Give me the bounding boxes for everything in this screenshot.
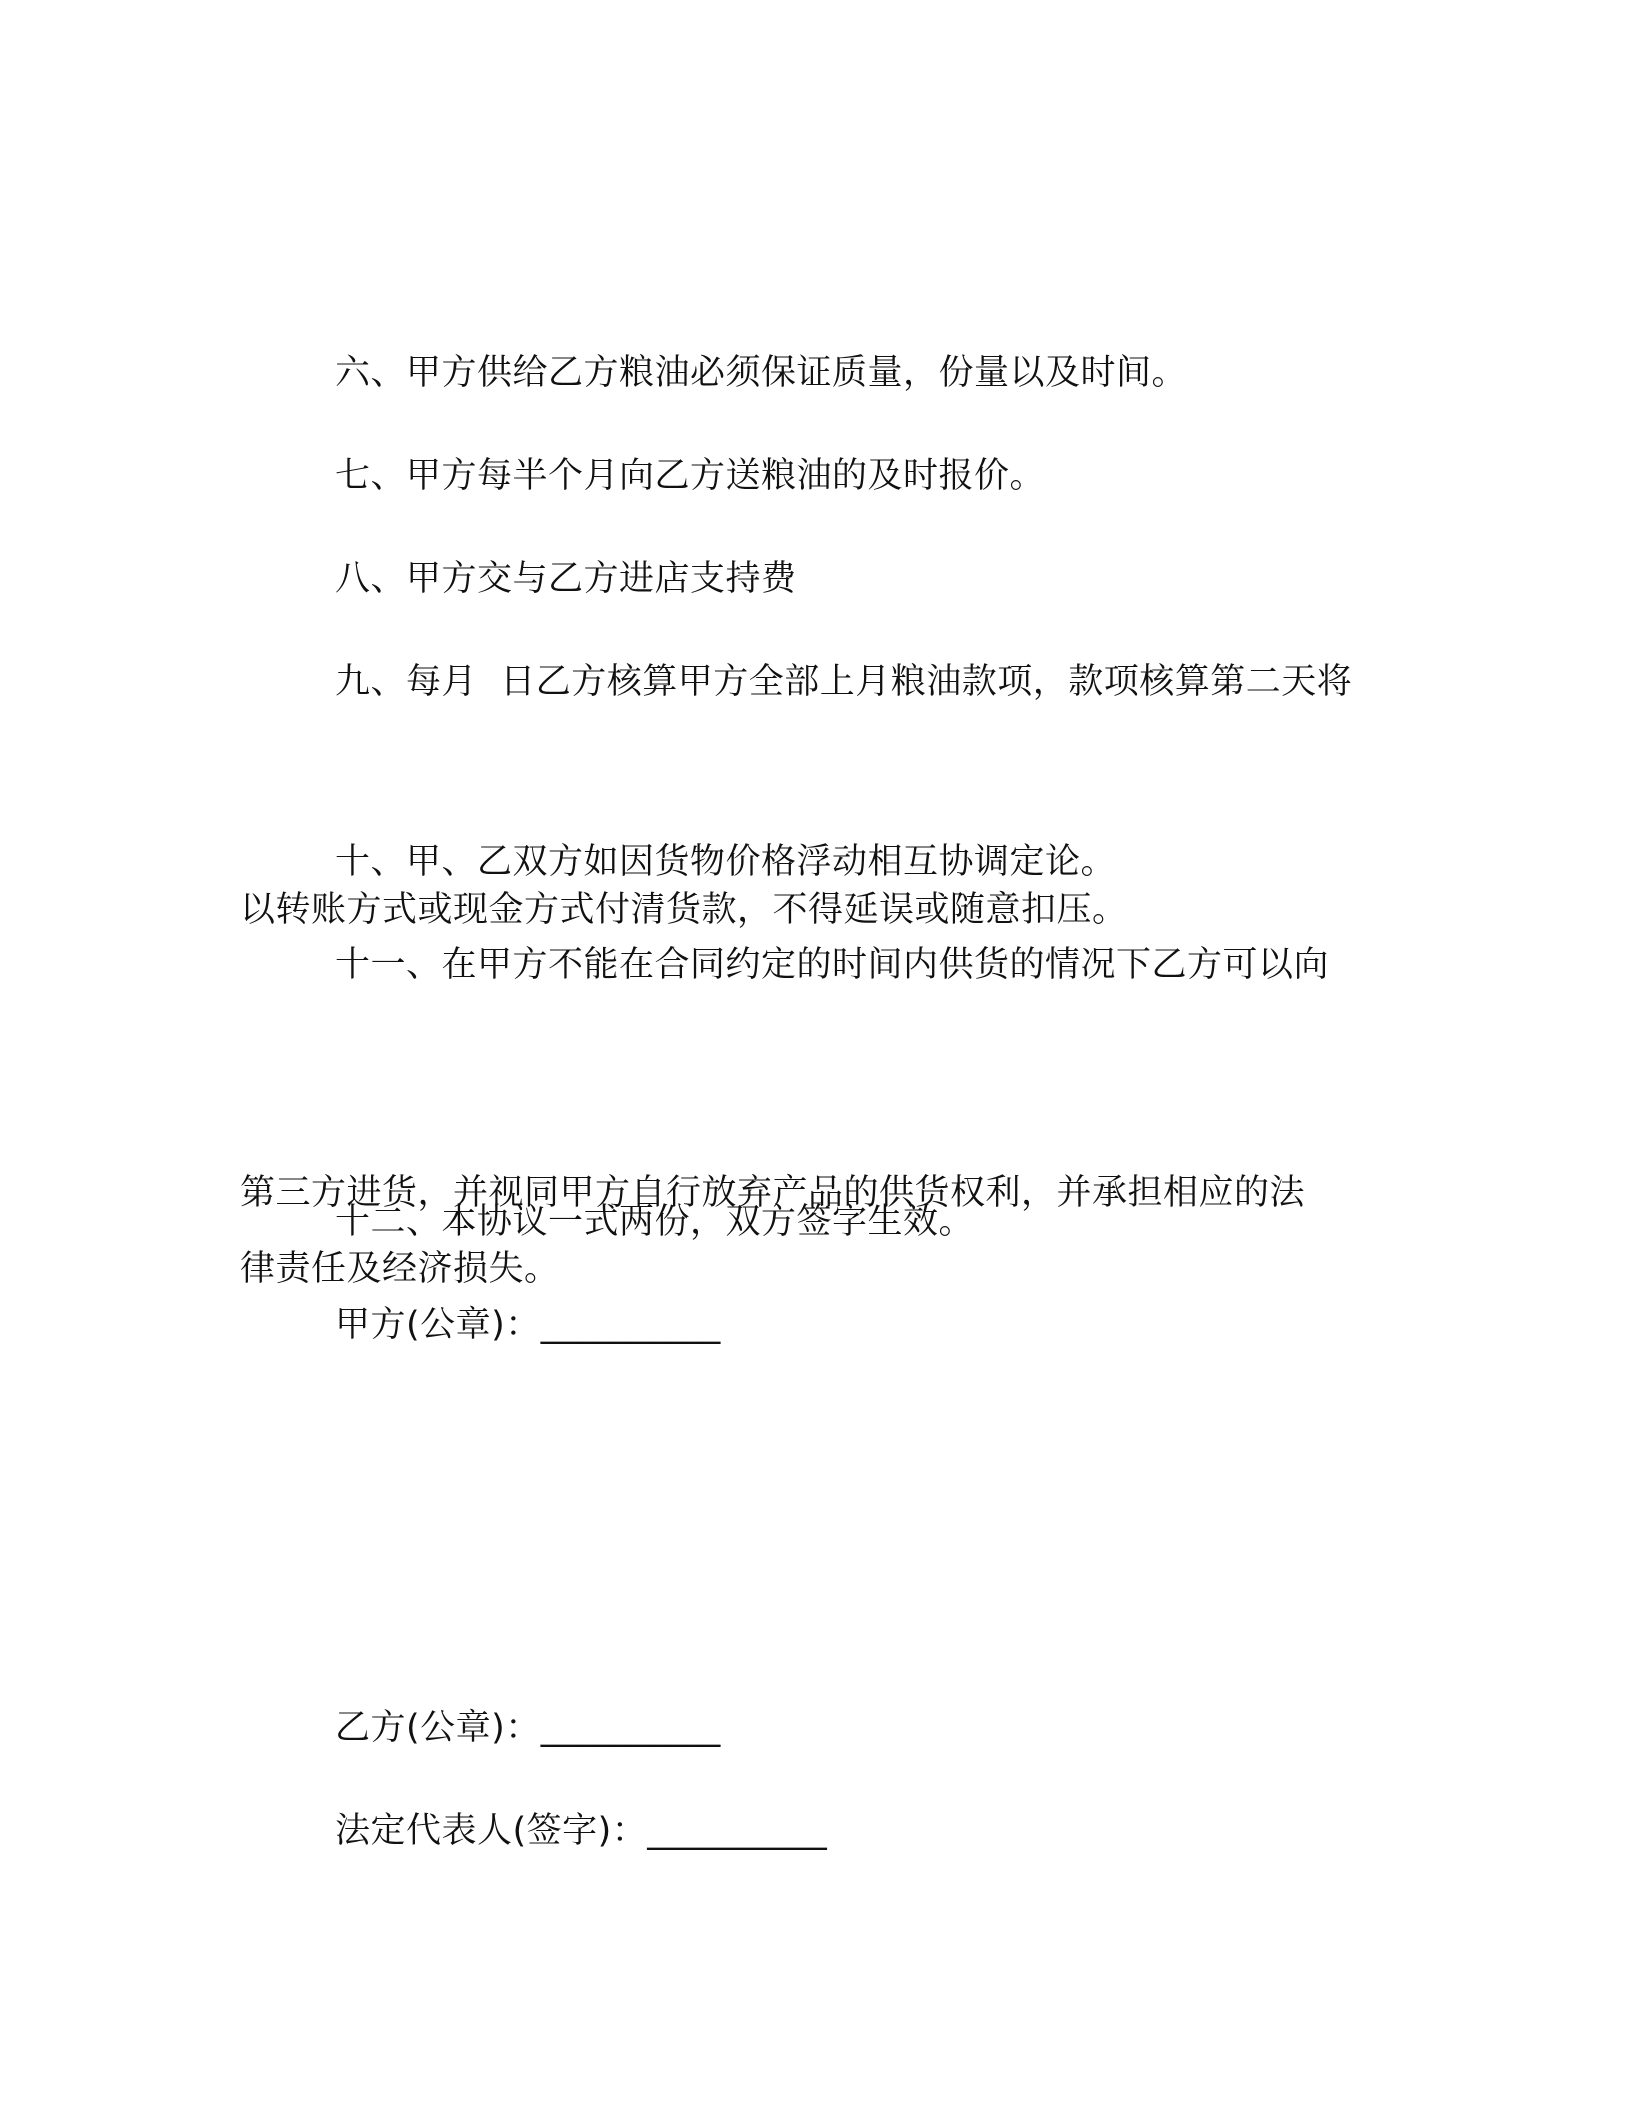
clause-9-continuation: 以转账方式或现金方式付清货款，不得延误或随意扣压。: [240, 890, 1128, 930]
clause-11-first-line: 十一、在甲方不能在合同约定的时间内供货的情况下乙方可以向: [335, 945, 1330, 985]
clause-10-text: 十、甲、乙双方如因货物价格浮动相互协调定论。: [335, 842, 1117, 882]
clause-11-continuation: 第三方进货，并视同甲方自行放弃产品的供货权利，并承担相应的法 律责任及经济损失。: [240, 1173, 1306, 1289]
clause-12-text: 十二、本协议一式两份，双方签字生效。: [335, 1202, 975, 1242]
clause-6-text: 六、甲方供给乙方粮油必须保证质量，份量以及时间。: [335, 353, 1188, 393]
clause-8-text: 八、甲方交与乙方进店支持费: [335, 559, 797, 599]
clause-9-first-line: 九、每月 日乙方核算甲方全部上月粮油款项，款项核算第二天将: [335, 662, 1353, 702]
signature-legal-rep-line: 法定代表人(签字)：__________: [335, 1811, 828, 1851]
clause-7-text: 七、甲方每半个月向乙方送粮油的及时报价。: [335, 456, 1046, 496]
signature-party-a-line: 甲方(公章)：__________: [335, 1305, 721, 1345]
signature-party-a: [240, 1135, 1404, 1515]
signature-party-b-line: 乙方(公章)：__________: [335, 1708, 721, 1748]
signature-legal-rep: [240, 1641, 1404, 2021]
